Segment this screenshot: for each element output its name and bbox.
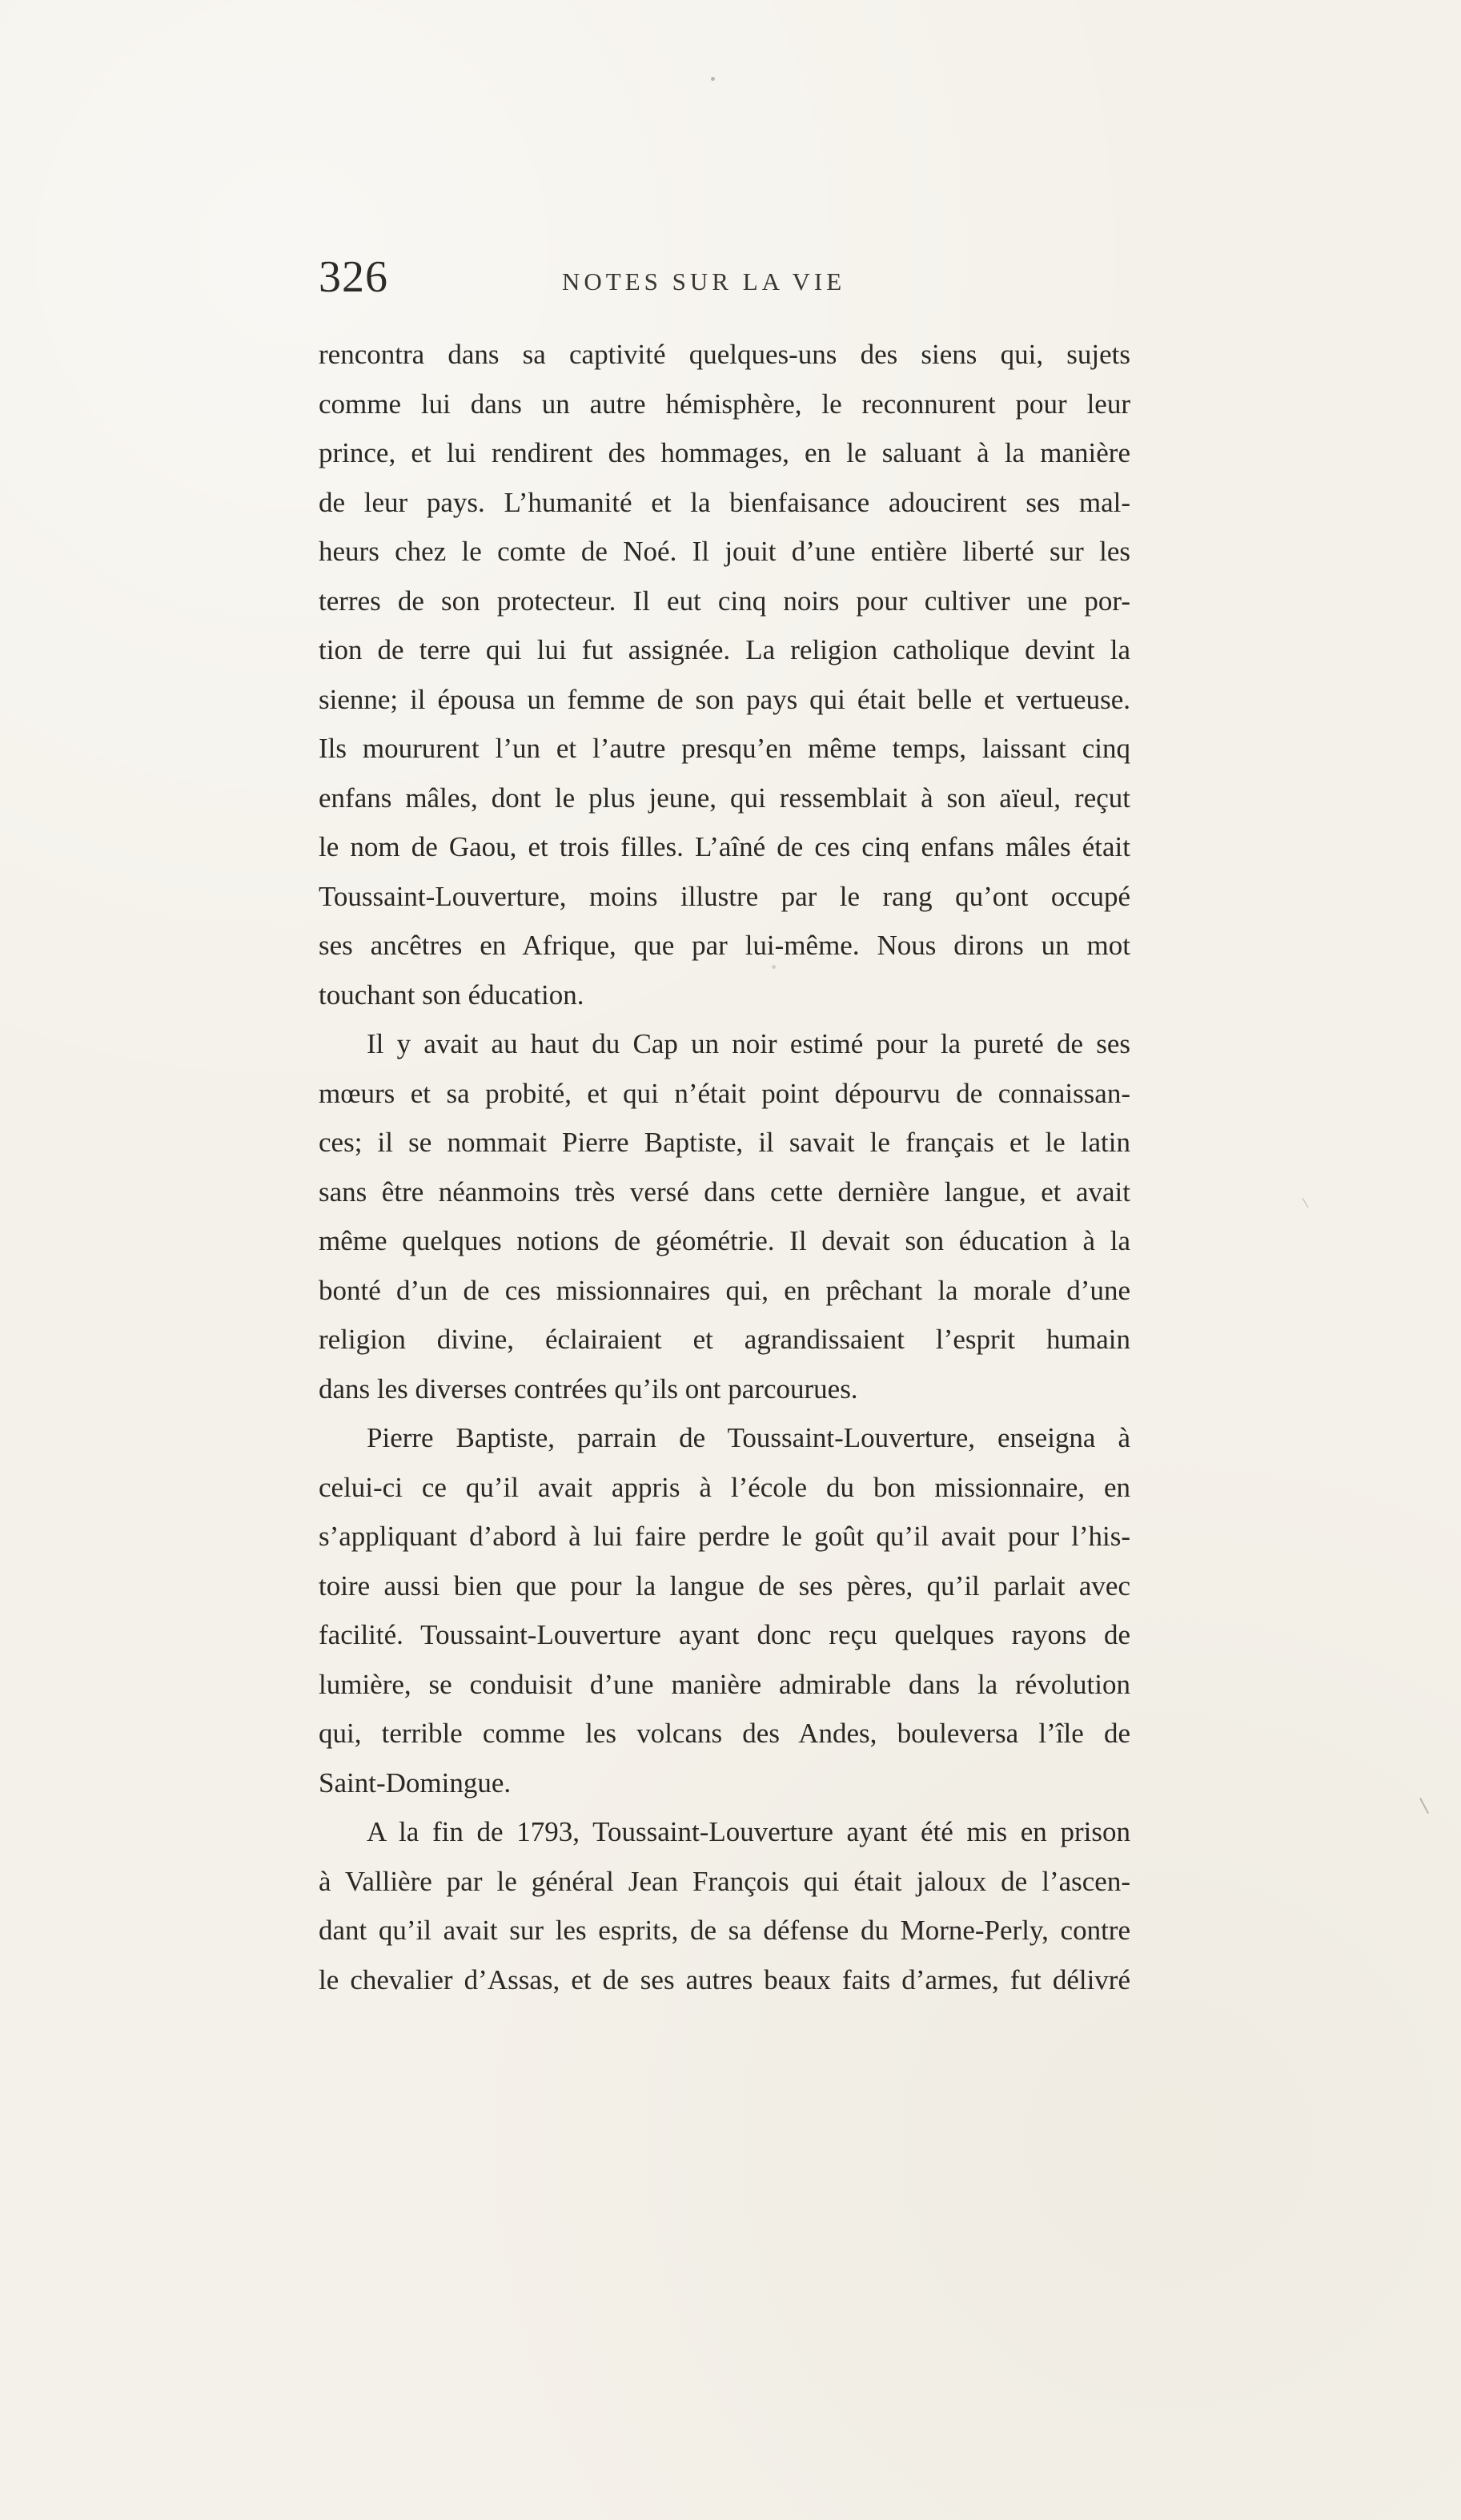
page-number: 326 — [319, 252, 388, 302]
text-line: Toussaint-Louverture, moins illustre par le rang qu’ont occupé — [319, 880, 1130, 912]
text-line: même quelques notions de géométrie. Il devait son éducation à la — [319, 1225, 1130, 1256]
text-line: terres de son protecteur. Il eut cinq noirs pour cultiver une por- — [319, 585, 1130, 617]
text-line: qui, terrible comme les volcans des Andes, bouleversa l’île de — [319, 1718, 1130, 1749]
body-text — [319, 330, 1130, 2004]
text-line: heurs chez le comte de Noé. Il jouit d’une entière liberté sur les — [319, 536, 1130, 567]
text-line-paragraph-start: Il y avait au haut du Cap un noir estimé pour la pureté de ses — [367, 1028, 1130, 1059]
text-line-paragraph-start: A la fin de 1793, Toussaint-Louverture ayant été mis en prison — [367, 1816, 1130, 1847]
paper-speck — [711, 77, 715, 81]
text-line: ces; il se nommait Pierre Baptiste, il savait le français et le latin — [319, 1127, 1130, 1158]
text-line: le nom de Gaou, et trois filles. L’aîné de ces cinq enfans mâles était — [319, 831, 1130, 862]
text-line: tion de terre qui lui fut assignée. La religion catholique devint la — [319, 634, 1130, 665]
text-line-paragraph-end: dans les diverses contrées qu’ils ont parcourues. — [319, 1373, 858, 1405]
text-line: prince, et lui rendirent des hommages, en le saluant à la manière — [319, 437, 1130, 468]
text-line: sienne; il épousa un femme de son pays qui était belle et vertueuse. — [319, 683, 1130, 715]
text-line: de leur pays. L’humanité et la bienfaisance adoucirent ses mal- — [319, 486, 1130, 518]
text-line-paragraph-start: Pierre Baptiste, parrain de Toussaint-Louverture, enseigna à — [367, 1422, 1130, 1453]
text-line: comme lui dans un autre hémisphère, le reconnurent pour leur — [319, 388, 1130, 420]
running-head: NOTES SUR LA VIE — [562, 267, 846, 295]
text-line: Ils moururent l’un et l’autre presqu’en même temps, laissant cinq — [319, 733, 1130, 764]
text-line: sans être néanmoins très versé dans cette dernière langue, et avait — [319, 1176, 1130, 1208]
text-line: s’appliquant d’abord à lui faire perdre le goût qu’il avait pour l’his- — [319, 1521, 1130, 1552]
paper-scratch-small — [1302, 1198, 1308, 1208]
page-header — [319, 252, 1130, 311]
text-line: celui-ci ce qu’il avait appris à l’école du bon missionnaire, en — [319, 1471, 1130, 1503]
text-line: dant qu’il avait sur les esprits, de sa défense du Morne-Perly, contre — [319, 1915, 1130, 1946]
text-line: facilité. Toussaint-Louverture ayant donc reçu quelques rayons de — [319, 1619, 1130, 1650]
text-line: à Vallière par le général Jean François qui était jaloux de l’ascen- — [319, 1865, 1130, 1897]
text-line-paragraph-end: Saint-Domingue. — [319, 1766, 512, 1799]
text-line: religion divine, éclairaient et agrandissaient l’esprit humain — [319, 1324, 1130, 1355]
text-line: mœurs et sa probité, et qui n’était point dépourvu de connaissan- — [319, 1077, 1130, 1109]
text-line: rencontra dans sa captivité quelques-uns des siens qui, sujets — [319, 339, 1130, 370]
text-line: lumière, se conduisit d’une manière admirable dans la révolution — [319, 1668, 1130, 1700]
text-line: le chevalier d’Assas, et de ses autres beaux faits d’armes, fut délivré — [319, 1963, 1130, 1996]
text-line: enfans mâles, dont le plus jeune, qui ressemblait à son aïeul, reçut — [319, 782, 1130, 814]
text-line-paragraph-end: touchant son éducation. — [319, 979, 584, 1011]
text-line: ses ancêtres en Afrique, que par lui-même. Nous dirons un mot — [319, 930, 1130, 961]
paper-scratch — [1419, 1798, 1429, 1814]
text-line: bonté d’un de ces missionnaires qui, en prêchant la morale d’une — [319, 1274, 1130, 1306]
text-line: toire aussi bien que pour la langue de ses pères, qu’il parlait avec — [319, 1569, 1130, 1602]
